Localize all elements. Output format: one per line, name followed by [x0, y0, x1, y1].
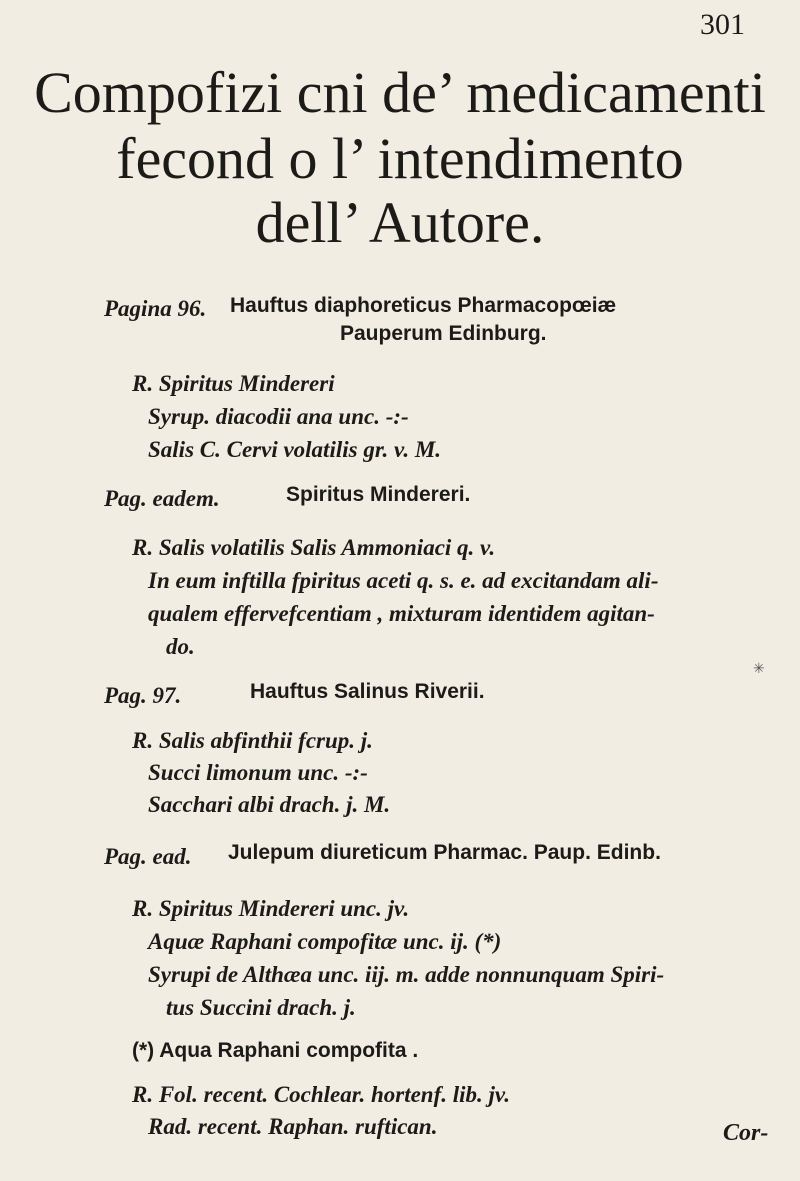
page-number: 301: [700, 8, 745, 41]
recipe-heading: Hauftus Salinus Riverii.: [250, 680, 485, 703]
recipe-heading: Julepum diureticum Pharmac. Paup. Edinb.: [228, 841, 661, 864]
catchword: Cor-: [723, 1120, 769, 1146]
recipe-line: Rad. recent. Raphan. ruftican.: [148, 1114, 438, 1139]
recipe-line: Sacchari albi drach. j. M.: [148, 792, 391, 817]
title-line-1: Compofizi cni de’ medicamenti: [34, 60, 766, 125]
recipe-line: Succi limonum unc. -:-: [148, 760, 368, 785]
recipe-line: R. Spiritus Mindereri: [132, 371, 335, 396]
recipe-line: do.: [166, 634, 195, 659]
recipe-line: R. Salis abfinthii fcrup. j.: [132, 728, 373, 753]
recipe-line: In eum inftilla fpiritus aceti q. s. e. ad excitandam ali-: [148, 568, 659, 593]
recipe-line: R. Spiritus Mindereri unc. jv.: [132, 896, 410, 921]
recipe-line: Aquæ Raphani compofitæ unc. ij. (*): [148, 929, 502, 954]
page-reference: Pagina 96.: [104, 296, 207, 321]
ink-speck: ✳: [753, 662, 765, 677]
footnote: (*) Aqua Raphani compofita .: [132, 1039, 419, 1062]
page-reference: Pag. eadem.: [104, 486, 220, 511]
title-line-2: fecond o l’ intendimento: [116, 126, 684, 191]
page-reference: Pag. ead.: [104, 844, 192, 869]
recipe-line: Syrup. diacodii ana unc. -:-: [148, 404, 409, 429]
title-line-3: dell’ Autore.: [255, 190, 545, 255]
recipe-heading: Hauftus diaphoreticus Pharmacopœiæ: [230, 294, 617, 317]
recipe-line: qualem effervefcentiam , mixturam identidem agitan-: [148, 601, 655, 626]
recipe-line: tus Succini drach. j.: [166, 995, 356, 1020]
recipe-line: R. Fol. recent. Cochlear. hortenf. lib. jv.: [132, 1082, 511, 1107]
recipe-line: Syrupi de Althæa unc. iij. m. adde nonnunquam Spiri-: [148, 962, 665, 987]
recipe-line: Salis C. Cervi volatilis gr. v. M.: [148, 437, 442, 462]
recipe-heading-cont: Pauperum Edinburg.: [340, 322, 547, 345]
recipe-line: R. Salis volatilis Salis Ammoniaci q. v.: [132, 535, 496, 560]
recipe-heading: Spiritus Mindereri.: [286, 483, 471, 506]
page-reference: Pag. 97.: [104, 683, 182, 708]
